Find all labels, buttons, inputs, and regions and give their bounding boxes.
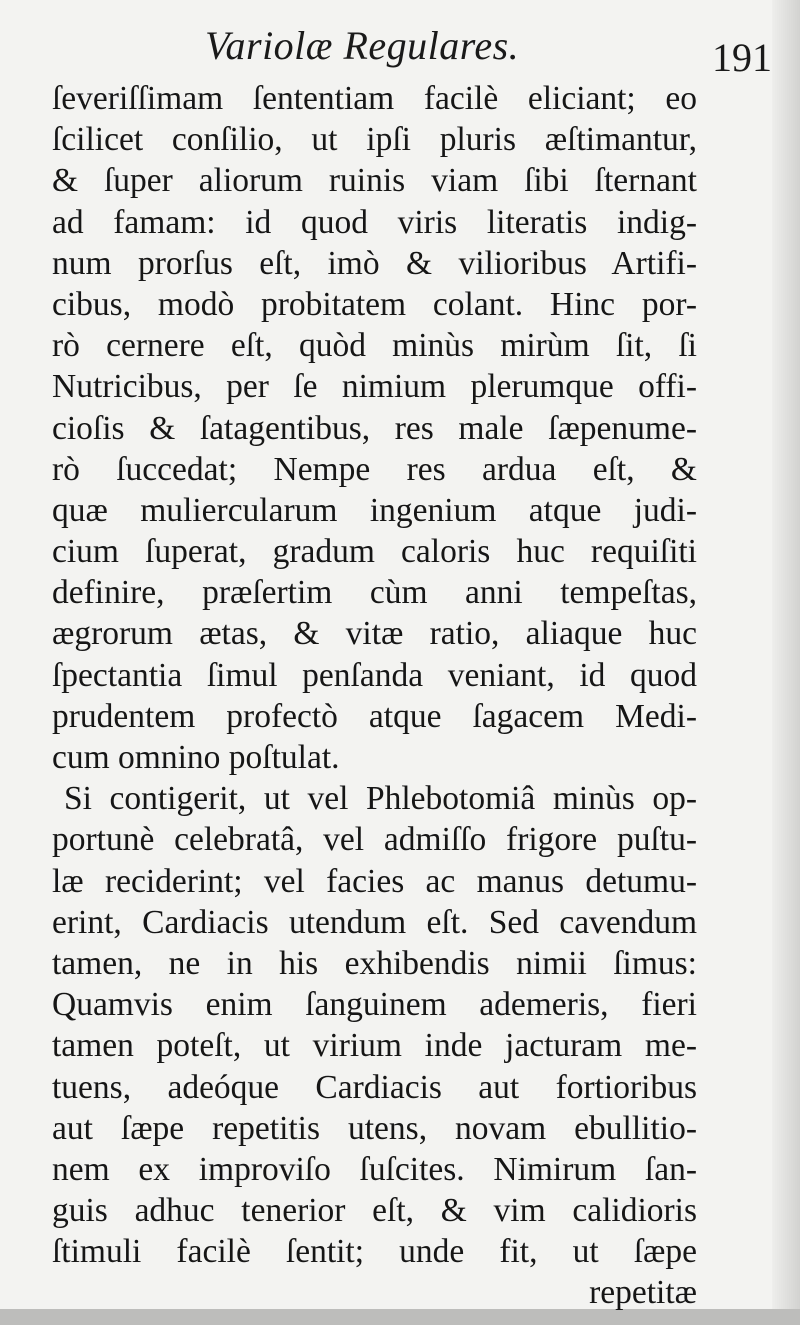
text-line: ad famam: id quod viris literatis indig- <box>52 203 697 241</box>
text-line: ſtimuli facilè ſentit; unde fit, ut ſæpe <box>52 1233 697 1271</box>
page-number: 191 <box>712 35 772 80</box>
text-line: guis adhuc tenerior eſt, & vim calidioris <box>52 1192 697 1230</box>
text-line: ægrorum ætas, & vitæ ratio, aliaque huc <box>52 615 697 653</box>
text-line: ſeveriſſimam ſententiam facilè eliciant; eo <box>52 80 697 117</box>
text-line: aut ſæpe repetitis utens, novam ebullitio- <box>52 1109 697 1147</box>
text-line: ſcilicet conſilio, ut ipſi pluris æſtimantur, <box>52 121 697 159</box>
text-line: Quamvis enim ſanguinem ademeris, fieri <box>52 986 697 1024</box>
text-line: definire, præſertim cùm anni tempeſtas, <box>52 574 697 612</box>
paragraph-end-line: cum omnino poſtulat. <box>52 739 340 776</box>
text-line: portunè celebratâ, vel admiſſo frigore puſtu- <box>52 821 697 859</box>
running-title: Variolæ Regulares. <box>205 23 520 68</box>
text-line: erint, Cardiacis utendum eſt. Sed cavendum <box>52 903 697 941</box>
body-text <box>52 78 697 1314</box>
text-line: tuens, adeóque Cardiacis aut fortioribus <box>52 1068 697 1106</box>
text-line: cium ſuperat, gradum caloris huc requiſiti <box>52 533 697 571</box>
text-line: num prorſus eſt, imò & vilioribus Artifi- <box>52 244 697 282</box>
paragraph-start-line: Si contigerit, ut vel Phlebotomiâ minùs op- <box>64 780 697 818</box>
text-line: prudentem profectò atque ſagacem Medi- <box>52 697 697 735</box>
text-line: ſpectantia ſimul penſanda veniant, id quod <box>52 656 697 694</box>
text-line: quæ muliercularum ingenium atque judi- <box>52 491 697 529</box>
text-line: læ reciderint; vel facies ac manus detumu- <box>52 862 697 900</box>
text-line: tamen, ne in his exhibendis nimii ſimus: <box>52 944 697 982</box>
text-line: cioſis & ſatagentibus, res male ſæpenume- <box>52 409 697 447</box>
text-line: Nutricibus, per ſe nimium plerumque offi- <box>52 368 697 406</box>
page-edge-shadow <box>772 0 800 1325</box>
text-line: & ſuper aliorum ruinis viam ſibi ſternant <box>52 162 697 200</box>
text-line: rò cernere eſt, quòd minùs mirùm ſit, ſi <box>52 327 697 365</box>
text-line: tamen poteſt, ut virium inde jacturam me- <box>52 1027 697 1065</box>
text-line: rò ſuccedat; Nempe res ardua eſt, & <box>52 450 697 488</box>
page-header <box>0 22 800 82</box>
text-line: cibus, modò probitatem colant. Hinc por- <box>52 285 697 323</box>
text-line: nem ex improviſo ſuſcites. Nimirum ſan- <box>52 1150 697 1188</box>
catchword: repetitæ <box>589 1274 697 1312</box>
